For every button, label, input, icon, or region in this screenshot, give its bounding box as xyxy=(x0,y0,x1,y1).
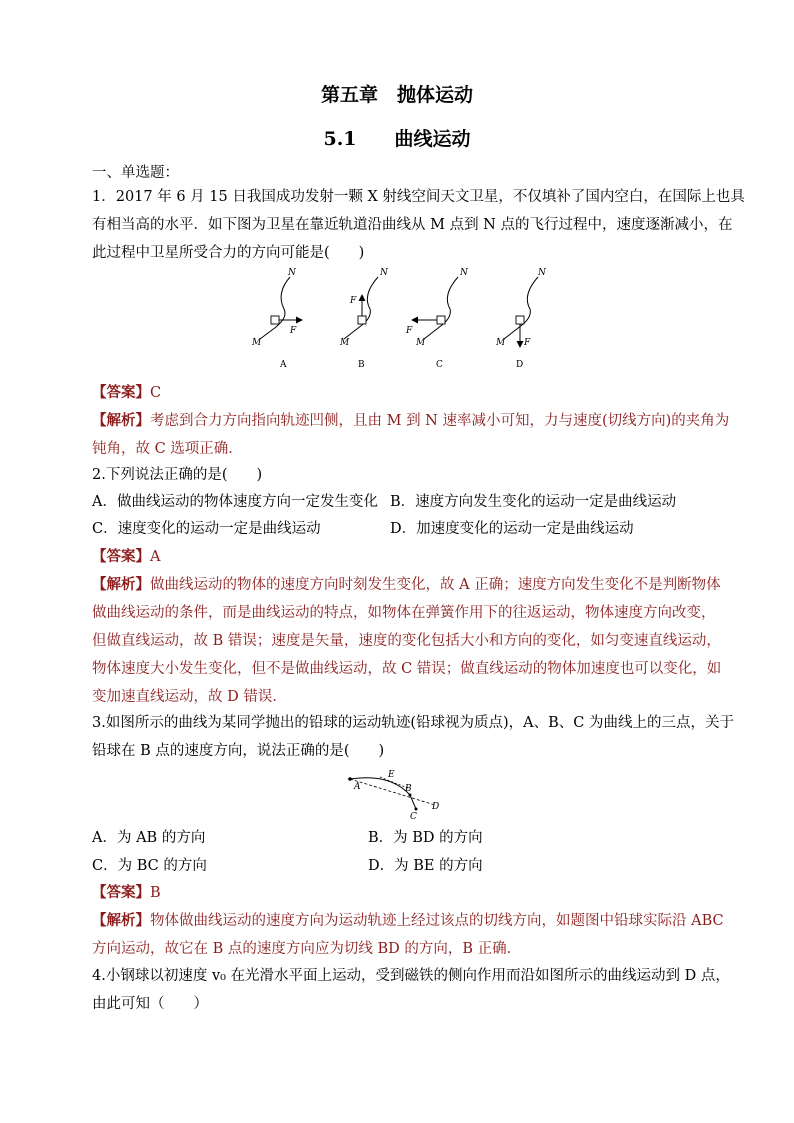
q1-option-b-diagram xyxy=(339,268,389,370)
q1-d-point-m: M xyxy=(496,338,506,348)
q3-answer-tag: 【答案】 xyxy=(92,884,150,901)
q2-option-d: D．加速度变化的运动一定是曲线运动 xyxy=(390,521,634,537)
q3-answer-value: B xyxy=(150,885,161,901)
q1-answer xyxy=(92,383,161,403)
q3-option-b: B．为 BD 的方向 xyxy=(368,830,483,846)
q1-label-d: D xyxy=(516,360,524,370)
q1-c-point-n: N xyxy=(460,268,468,278)
q1-option-c-diagram xyxy=(405,268,469,370)
q1-answer-value: C xyxy=(150,385,162,401)
q1-label-a: A xyxy=(280,360,287,370)
section-title: 5.1 曲线运动 xyxy=(323,128,471,150)
q3-option-a: A．为 AB 的方向 xyxy=(92,830,206,846)
q3-stem-line2: 铅球在 B 点的速度方向，说法正确的是( ) xyxy=(92,743,385,759)
q1-figure xyxy=(240,265,560,375)
q1-a-point-m: M xyxy=(252,338,262,348)
chapter-title: 第五章 抛体运动 xyxy=(320,84,473,106)
q1-answer-tag: 【答案】 xyxy=(92,384,150,401)
q1-c-point-m: M xyxy=(416,338,426,348)
q1-analysis-line2: 钝角，故 C 选项正确． xyxy=(92,441,243,457)
q2-answer-value: A xyxy=(150,549,161,565)
q1-b-point-n: N xyxy=(380,268,388,278)
q1-b-point-m: M xyxy=(340,338,350,348)
q2-analysis-text1: 做曲线运动的物体的速度方向时刻发生变化，故 A 正确；速度方向发生变化不是判断物体 xyxy=(150,577,721,593)
q3-point-e: E xyxy=(388,770,395,780)
q3-analysis-tag: 【解析】 xyxy=(92,912,150,929)
q2-analysis-line5: 变加速直线运动，故 D 错误． xyxy=(92,689,287,705)
q2-answer xyxy=(92,547,160,567)
q3-answer xyxy=(92,883,161,903)
q2-stem: 2.下列说法正确的是( ) xyxy=(92,467,263,483)
question-type-heading: 一、单选题： xyxy=(92,165,179,181)
q1-a-force: F xyxy=(290,326,297,336)
q3-analysis-line1 xyxy=(92,911,724,931)
q1-analysis-line1 xyxy=(92,411,729,431)
q1-b-force: F xyxy=(350,296,357,306)
q3-stem-line1: 3.如图所示的曲线为某同学抛出的铅球的运动轨迹(铅球视为质点)，A、B、C 为曲线上的三点，关于 xyxy=(92,715,734,731)
q2-analysis-line2: 做曲线运动的条件，而是曲线运动的特点，如物体在弹簧作用下的往返运动，物体速度方向改变， xyxy=(92,605,716,621)
q2-analysis-line3: 但做直线运动，故 B 错误；速度是矢量，速度的变化包括大小和方向的变化，如匀变速直线运动， xyxy=(92,633,721,649)
q1-stem-line1: 1．2017 年 6 月 15 日我国成功发射一颗 X 射线空间天文卫星，不仅填补了国内空白，在国际上也具 xyxy=(92,189,745,205)
q1-stem-line3: 此过程中卫星所受合力的方向可能是( ) xyxy=(92,245,365,261)
q4-stem-line2: 由此可知（ ） xyxy=(92,996,208,1012)
q2-analysis-line4: 物体速度大小发生变化，但不是做曲线运动，故 C 错误；做直线运动的物体加速度也可以变化，如 xyxy=(92,661,722,677)
q1-c-force: F xyxy=(406,326,413,336)
q2-option-a: A．做曲线运动的物体速度方向一定发生变化 xyxy=(92,494,378,510)
q3-analysis-line2: 方向运动，故它在 B 点的速度方向应为切线 BD 的方向，B 正确． xyxy=(92,941,522,957)
q4-stem-line1: 4.小钢球以初速度 v₀ 在光滑水平面上运动，受到磁铁的侧向作用而沿如图所示的曲线运动到 D 点， xyxy=(92,968,730,984)
q3-point-d: D xyxy=(432,802,440,812)
q1-analysis-tag: 【解析】 xyxy=(92,412,150,429)
q2-analysis-line1 xyxy=(92,575,721,595)
q3-figure xyxy=(340,765,450,825)
q2-analysis-tag: 【解析】 xyxy=(92,576,150,593)
q3-analysis-text1: 物体做曲线运动的速度方向为运动轨迹上经过该点的切线方向，如题图中铅球实际沿 ABC xyxy=(150,913,724,929)
q1-d-point-n: N xyxy=(538,268,546,278)
q1-label-c: C xyxy=(436,360,443,370)
q3-option-c: C．为 BC 的方向 xyxy=(92,858,207,874)
q1-d-force: F xyxy=(524,338,531,348)
q3-point-a: A xyxy=(354,782,361,792)
q2-option-c: C．速度变化的运动一定是曲线运动 xyxy=(92,521,321,537)
q1-a-point-n: N xyxy=(288,268,296,278)
q3-point-c: C xyxy=(410,812,417,822)
q1-option-d-diagram xyxy=(495,268,547,370)
q1-label-b: B xyxy=(358,360,365,370)
q2-answer-tag: 【答案】 xyxy=(92,548,150,565)
q3-point-b: B xyxy=(405,784,412,794)
q1-stem-line2: 有相当高的水平．如下图为卫星在靠近轨道沿曲线从 M 点到 N 点的飞行过程中，速度逐渐减小，在 xyxy=(92,217,733,233)
q3-option-d: D．为 BE 的方向 xyxy=(368,858,483,874)
q1-analysis-text1: 考虑到合力方向指向轨迹凹侧，且由 M 到 N 速率减小可知，力与速度(切线方向)的夹角为 xyxy=(150,413,730,429)
q2-option-b: B．速度方向发生变化的运动一定是曲线运动 xyxy=(390,494,677,510)
q1-option-a-diagram xyxy=(251,268,302,370)
